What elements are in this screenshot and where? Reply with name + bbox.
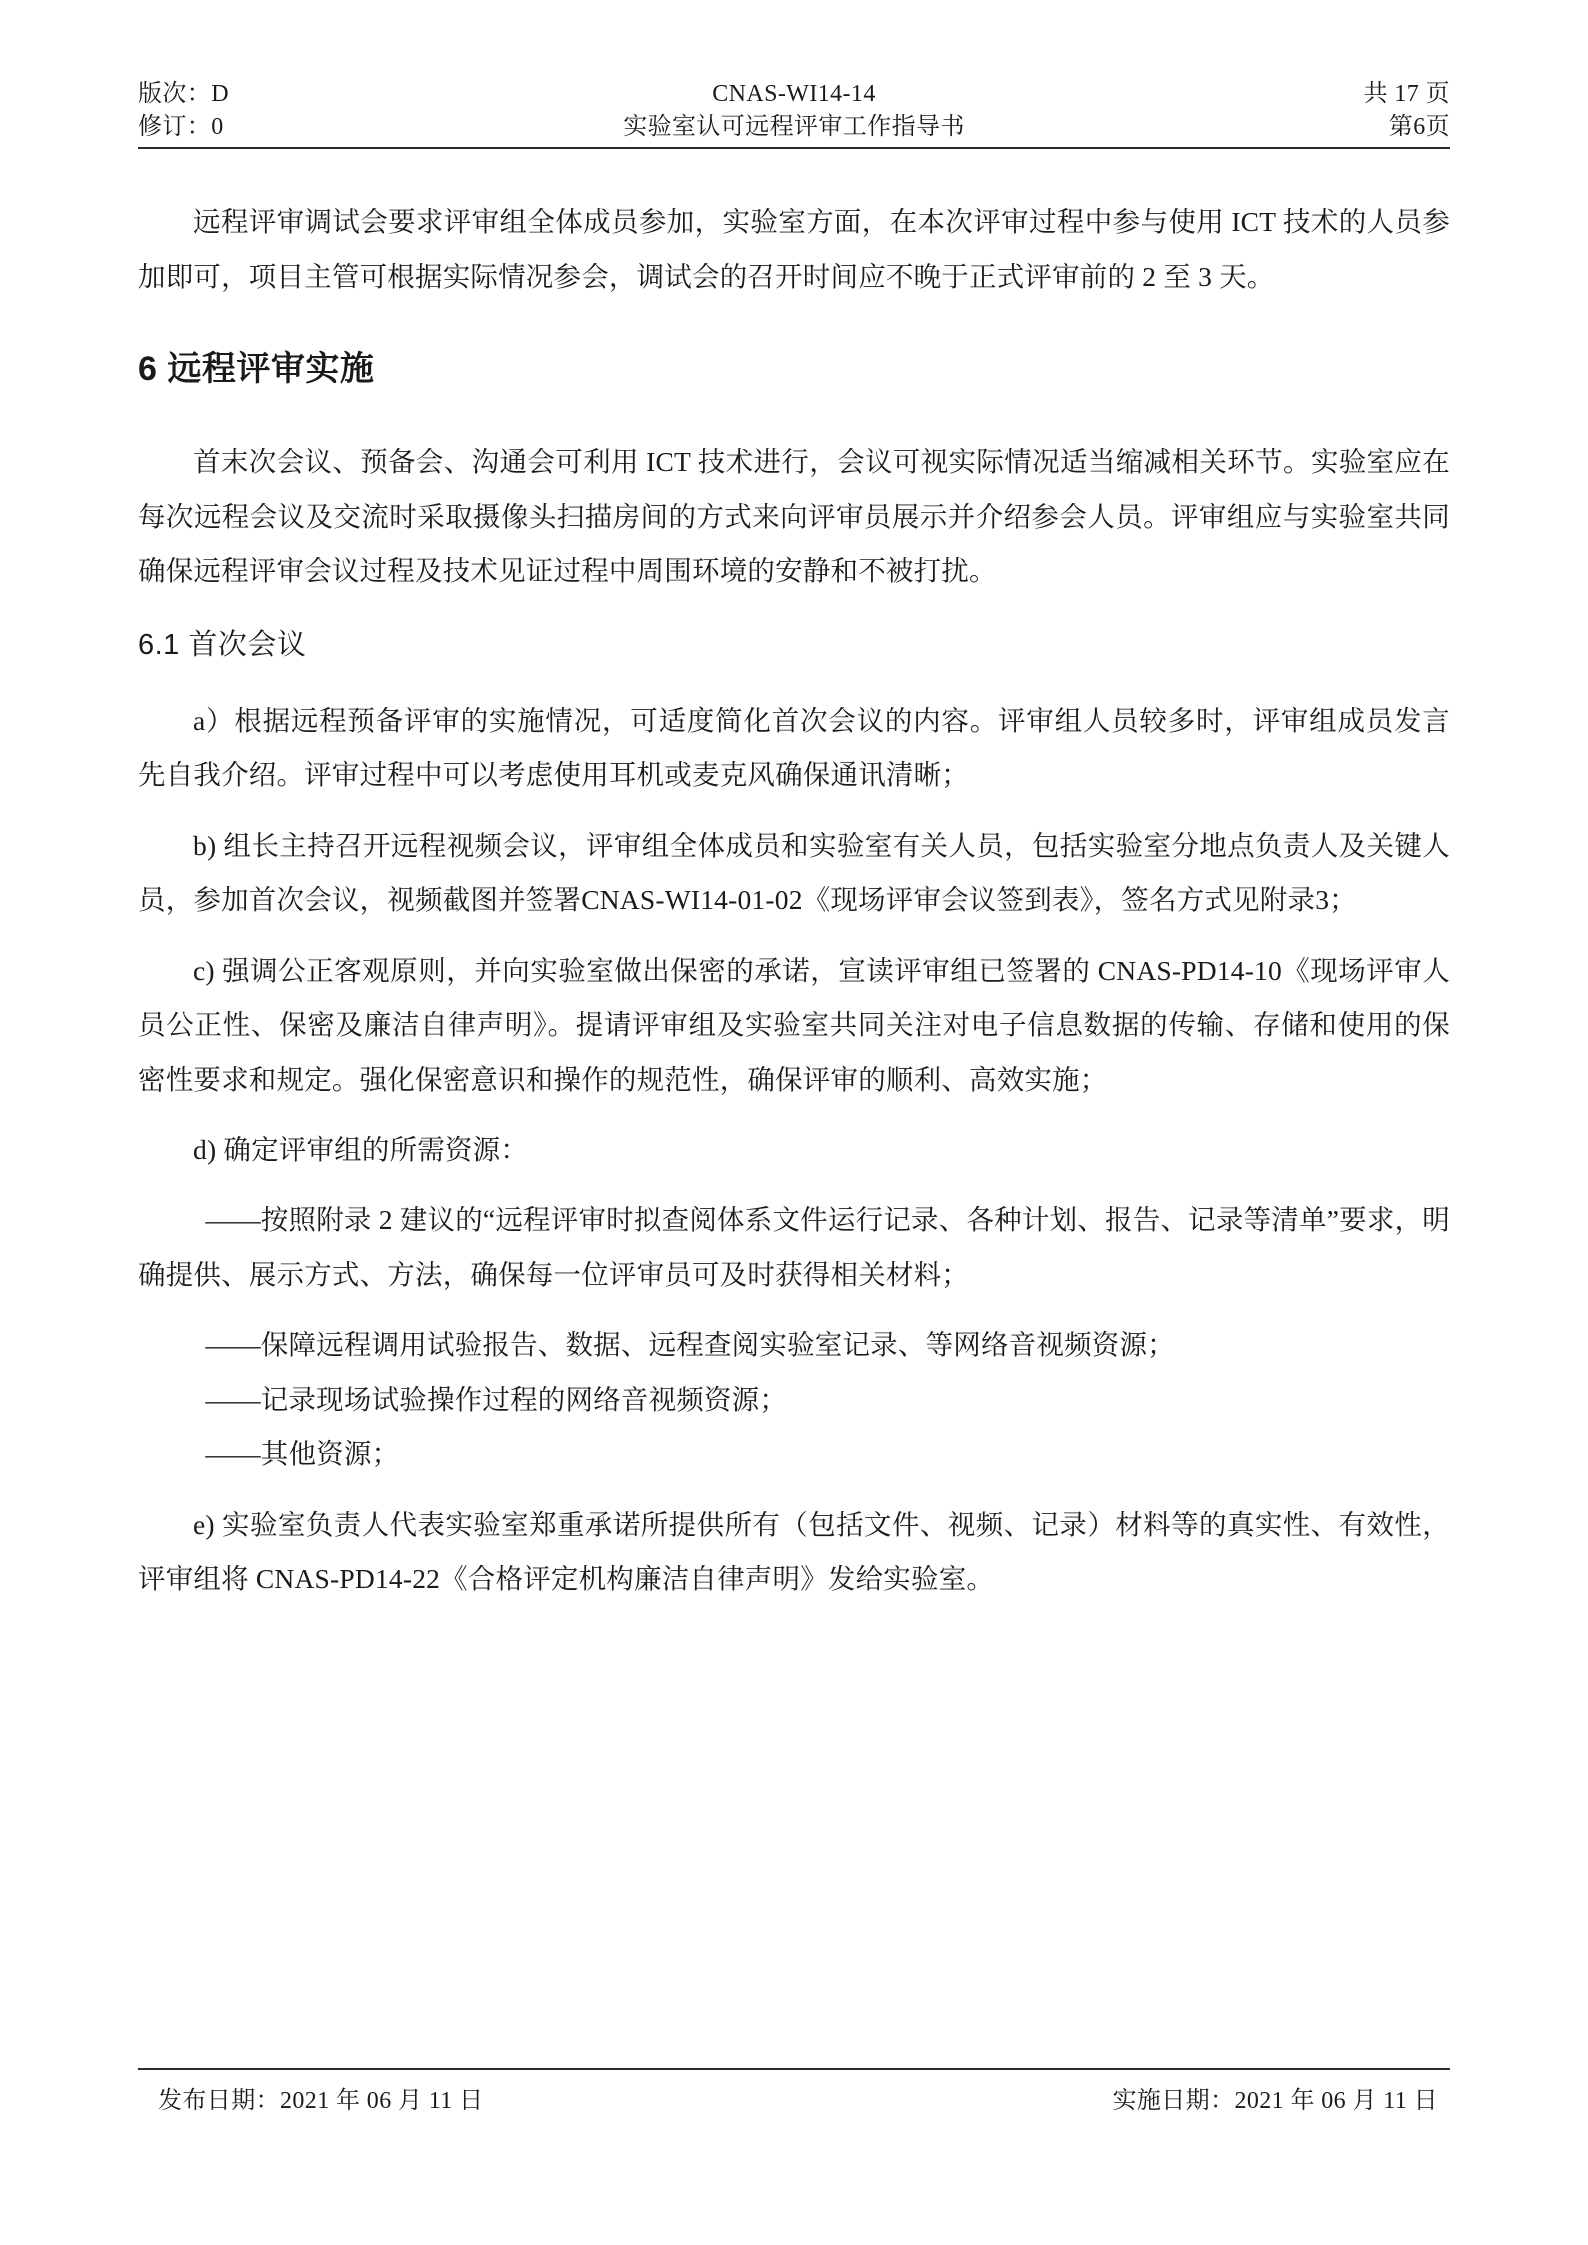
header-total-pages: 共 17 页 xyxy=(1363,81,1450,107)
footer-effective-date: 实施日期：2021 年 06 月 11 日 xyxy=(1112,2088,1438,2114)
header-revision: 修订：0 xyxy=(138,114,224,141)
page-content-frame xyxy=(138,78,1450,2168)
spacer xyxy=(138,1482,1450,1498)
spacer xyxy=(138,598,1450,624)
section-6-heading: 6 远程评审实施 xyxy=(138,350,375,389)
header-document-code: CNAS-WI14-14 xyxy=(712,81,876,107)
resource-dash-item-3: ——记录现场试验操作过程的网络音视频资源； xyxy=(205,1383,788,1415)
page-footer xyxy=(138,2068,1450,2115)
resource-dash-item-2: ——保障远程调用试验报告、数据、远程查阅实验室记录、等网络音视频资源； xyxy=(205,1329,1175,1361)
list-item-e: e) 实验室负责人代表实验室郑重承诺所提供所有（包括文件、视频、记录）材料等的真实性、有效性，评审组将 CNAS-PD14-22《合格评定机构廉洁自律声明》发给实验室。 xyxy=(138,1508,1450,1595)
spacer xyxy=(138,1302,1450,1318)
list-item-c: c) 强调公正客观原则，并向实验室做出保密的承诺，宣读评审组已签署的 CNAS-PD14-10《现场评审人员公正性、保密及廉洁自律声明》。提请评审组及实验室共同关注对电子信息数据的传输、存储和使用的保密性要求和规定。强化保密意识和操作的规范性，确保评审的顺利、高效实施； xyxy=(138,954,1450,1095)
list-item-d: d) 确定评审组的所需资源： xyxy=(193,1133,529,1165)
footer-issue-date: 发布日期：2021 年 06 月 11 日 xyxy=(158,2088,484,2114)
spacer xyxy=(138,928,1450,944)
spacer xyxy=(138,803,1450,819)
header-document-title: 实验室认可远程评审工作指导书 xyxy=(623,114,965,141)
list-item-a: a）根据远程预备评审的实施情况，可适度简化首次会议的内容。评审组人员较多时，评审组成员发言先自我介绍。评审过程中可以考虑使用耳机或麦克风确保通讯清晰； xyxy=(138,704,1450,791)
header-row-1 xyxy=(138,78,1450,111)
spacer xyxy=(138,1177,1450,1193)
resource-dash-item-1: ——按照附录 2 建议的“远程评审时拟查阅体系文件运行记录、各种计划、报告、记录等清单”要求，明确提供、展示方式、方法，确保每一位评审员可及时获得相关材料； xyxy=(138,1204,1450,1290)
header-version: 版次：D xyxy=(138,81,229,107)
section-6-paragraph: 首末次会议、预备会、沟通会可利用 ICT 技术进行，会议可视实际情况适当缩减相关环节。实验室应在每次远程会议及交流时采取摄像头扫描房间的方式来向评审员展示并介绍参会人员。评审组应与实验室共同确保远程评审会议过程及技术见证过程中周围环境的安静和不被打扰。 xyxy=(138,446,1450,586)
spacer xyxy=(138,668,1450,694)
list-item-b: b) 组长主持召开远程视频会议，评审组全体成员和实验室有关人员，包括实验室分地点负责人及关键人员，参加首次会议，视频截图并签署CNAS-WI14-01-02《现场评审会议签到表》，签名方式见附录3； xyxy=(138,829,1450,916)
footer-row xyxy=(138,2080,1450,2115)
header-page-number: 第6页 xyxy=(1388,114,1450,141)
spacer xyxy=(138,1107,1450,1123)
section-6-1-heading: 6.1 首次会议 xyxy=(138,629,307,662)
document-body xyxy=(138,149,1450,1606)
spacer xyxy=(138,395,1450,435)
resource-dash-item-4: ——其他资源； xyxy=(205,1438,400,1470)
page-header xyxy=(138,78,1450,149)
spacer xyxy=(138,304,1450,344)
header-row-2 xyxy=(138,111,1450,144)
intro-paragraph: 远程评审调试会要求评审组全体成员参加，实验室方面，在本次评审过程中参与使用 ICT 技术的人员参加即可，项目主管可根据实际情况参会，调试会的召开时间应不晚于正式评审前的 2 至 3 天。 xyxy=(138,206,1450,292)
